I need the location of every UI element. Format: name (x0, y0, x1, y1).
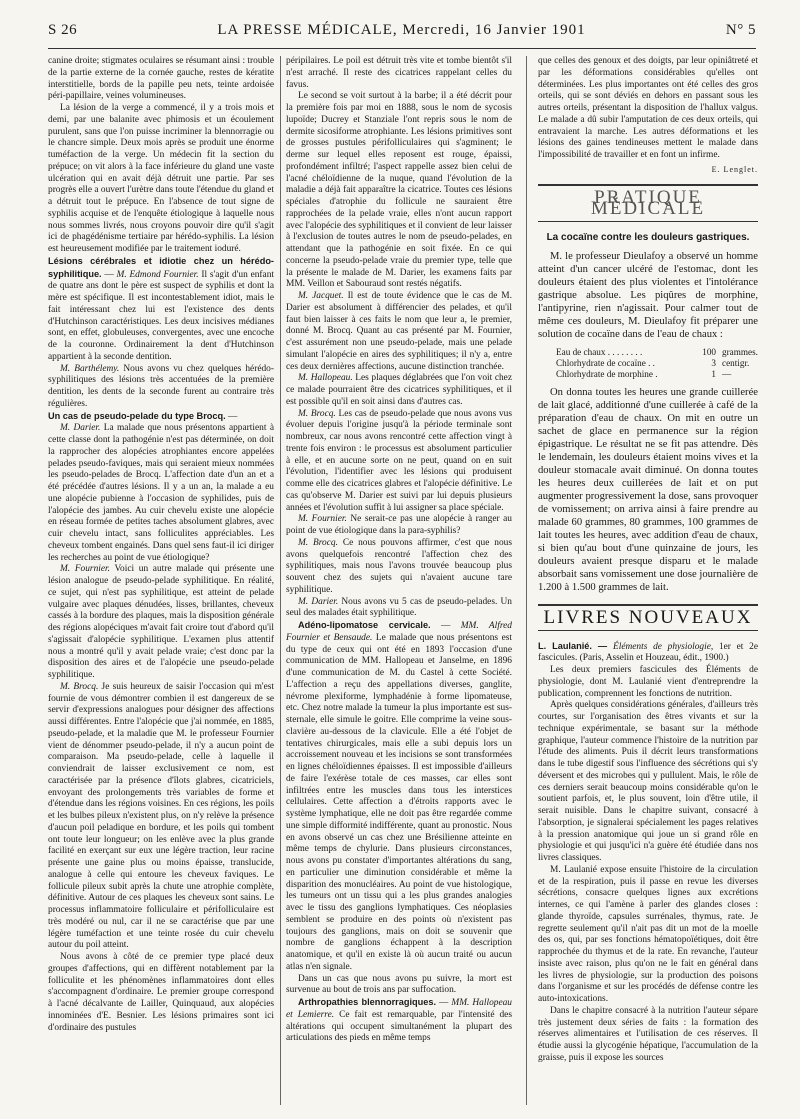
paragraph: Dans le chapitre consacré à la nutrition l'auteur sépare très justement deux séries de faits : la formation des réserves alimentaires et l'utilisation de ces réserves. Il étudie aussi la glycogénie hépatique, l'accumulation de la graisse, puis il expose les sources (538, 1005, 758, 1063)
paragraph: On donna toutes les heures une grande cuillerée de lait glacé, additionné d'une cuillerée à café de la préparation d'eau de chaux. On mit en outre un sachet de glace en permanence sur la région épigastrique. Le résultat ne se fit pas attendre. Dès le lendemain, les douleurs étaient moins vives et la douleur stomacale avait diminué. On donna toutes les heures deux cuillerées de lait et on put augmenter progressivement la dose, sans provoquer de vomissement; on arriva ainsi à faire prendre au malade 60 grammes, 80 grammes, 100 grammes de lait toutes les heures, avec addition d'eau de chaux, si bien qu'au bout d'une quinzaine de jours, les douleurs avaient presque disparu et le malade absorbait sans vomissement une dose journalière de 1.200 à 1.500 grammes de lait. (538, 386, 758, 593)
article-title: La cocaïne contre les douleurs gastriques. (546, 232, 750, 243)
author-name: M. Darier. (60, 423, 101, 434)
paragraph-text: Je suis heureux de saisir l'occasion qui m'est fournie de vous démontrer combien il est dangereux de se servir d'expressions analogues pour désigner des affections aussi différentes. Entre l'alopécie que j'ai nommée, en 1885, pseudo-pelade, et la maladie que M. le professeur Fournier vient de dénommer pseudo-pelade, il n'y a aucun point de comparaison. Ma pseudo-pelade, celle à laquelle il conviendrait de laisser exclusivement ce nom, est caractérisée par la présence d'îlots glabres, cicatriciels, envoyant des prolongements très variables de forme et d'étendue dans les régions voisines. En ces régions, les poils et les bulbes pileux n'existent plus, on n'y relève la présence d'aucun poil peladique en bordure, et les poils qui tombent ont toute leur longueur; on les enlève avec la plus grande facilité en exerçant sur eux une légère traction, leur racine présente une gaine plus ou moins épaisse, translucide, analogue à celle qui entoure les cheveux faviques. Le follicule pileux subit après la chute une atrophie complète, définitive. Autour de ces plaques les cheveux sont sains. Le processus inflammatoire folliculaire et périfolliculaire est très modéré ou nul, car il ne se caractérise que par une légère tuméfaction et une teinte rosée du cuir chevelu autour du poil atteint. (48, 681, 274, 951)
paragraph (48, 364, 274, 411)
prescription-table (556, 347, 758, 380)
paragraph-text: Nous avons vu 5 cas de pseudo-pelades. Un seul des malades était syphilitique. (286, 596, 512, 619)
page-header (48, 22, 756, 44)
author-name: M. Brocq. (298, 537, 338, 548)
ingredient-qty: 1 (711, 368, 716, 379)
author-name: MM. Hallopeau et Lemierre. (286, 998, 512, 1020)
author-name: M. Edmond Fournier. (116, 269, 199, 280)
ingredient-unit: centigr. (722, 357, 750, 368)
author-name: M. Brocq. (298, 408, 336, 419)
ingredient-unit: — (722, 368, 732, 379)
paragraph: Après quelques considérations générales, d'ailleurs très courtes, sur l'organisation des êtres vivants et sur la technique expérimentale, se basant sur la méthode graphique, l'auteur commence l'histoire de la nutrition par l'étude des aliments. Puis il décrit leurs transformations dans le tube digestif sous l'influence des sécrétions qui s'y déversent et des microbes qui y pullulent. Mais, le rôle de ces derniers serait beaucoup moins considérable qu'on le soutient parfois, et, le plus souvent, loin d'être utile, il serait nuisible. Dans le chapitre suivant, consacré à l'absorption, je signalerai spécialement les pages relatives à la pression anatomique qui joue un si grand rôle en physiologie et qui jusqu'ici n'a guère été étudiée dans nos livres classiques. (538, 700, 758, 863)
section-heading-livres-nouveaux: LIVRES NOUVEAUX (538, 604, 758, 631)
paragraph (286, 409, 512, 515)
dash: — (436, 998, 452, 1008)
paragraph (286, 514, 512, 538)
book-publisher: 1er et 2e fascicules. (Paris, Asselin et Houzeau, édit., 1900.) (538, 641, 758, 664)
paragraph-text: Il s'agit d'un enfant de quatre ans dont le père est suspect de syphilis et dont la mère est spécifique. Il est incontestablement idiot, mais le fait intéressant chez lui est l'existence des dents d'Hutchinson caractéristiques. Les deux incisives médianes sont, en effet, globuleuses, convergentes, avec une encoche de la couronne. Ordinairement la dent d'Hutchinson appartient à la seconde dentition. (48, 269, 274, 362)
section-heading-pratique-medicale: PRATIQUE MÉDICALE (538, 184, 758, 223)
paragraph-text: La malade que nous présentons appartient à cette classe dont la pathogénie n'est pas déterminée, on doit la rapprocher des alopécies atrophiantes encore appelées pelades pseudo-faviques, mais qui seraient mieux nommées les pseudo-pelades de Brocq. L'affection date d'un an et a été précédée d'autres lésions. Il y a un an, la malade a eu une alopécie pubienne à l'occasion de syphilides, puis de l'alopécie des jambes. Au cuir chevelu existe une alopécie en réseau formée de petites taches absolument glabres, avec cuir chevelu intact, sans folliculites appréciables. Les cheveux tombent engainés. Dans quel sens faut-il ici diriger les recherches au point de vue étiologique? (48, 423, 274, 563)
author-name: M. Fournier. (298, 514, 347, 525)
dash: — (101, 269, 117, 280)
paragraph (48, 564, 274, 682)
ingredient-unit: grammes. (722, 346, 758, 357)
subheading: Arthropathies blennorragiques. (298, 997, 436, 1007)
dash: — (225, 411, 238, 422)
paragraph-text: Il est de toute évidence que le cas de M. Darier est absolument à différencier des pelades, et qu'il faut bien laisser à ces faits le nom que leur a, le premier, donné M. Brocq. Quant au cas présenté par M. Fournier, c'est assurément non une pseudo-pelade, mais une pelade simulant l'alopécie en aires des syphilitiques; il n'y a, entre ces deux dernières affections, aucune distinction tranchée. (286, 291, 512, 372)
paragraph-text: Nous avons vu chez quelques hérédo-syphilitiques des lésions très accentuées de la première dentition, les dents de la seconde furent au contraire très régulières. (48, 363, 274, 409)
paragraph: M. le professeur Dieulafoy a observé un homme atteint d'un cancer ulcéré de l'estomac, dont les douleurs étaient des plus violentes et l'intolérance gastrique absolue. Les piqûres de morphine, l'antipyrine, rien n'agissait. Pour calmer tout de même ces douleurs, M. Dieulafoy fit préparer une solution de cocaïne dans de l'eau de chaux : (538, 250, 758, 340)
author-name: M. Brocq. (60, 681, 99, 692)
paragraph (286, 597, 512, 621)
subheading: Adéno-lipomatose cervicale. (298, 620, 431, 630)
paragraph-with-heading (286, 997, 512, 1045)
author-name: M. Hallopeau. (298, 373, 353, 384)
paragraph-text: Les plaques déglabrées que l'on voit chez ce malade pourraient être des cicatrices syphilitiques, et il est possible qu'il en soit ainsi dans d'autres cas. (286, 373, 512, 407)
book-title: Éléments de physiologie, (612, 641, 714, 652)
column-3 (538, 56, 758, 1109)
ingredient-name: Chlorhydrate de cocaïne . . (556, 357, 655, 368)
subheading: Lésions cérébrales et idiotie chez un hérédo-syphilitique. (48, 255, 274, 279)
paragraph-text: Ce fait est remarquable, par l'intensité des altérations qui occupent simultanément la plupart des articulations des pieds en même temps (286, 1009, 512, 1044)
ingredient-qty: 3 (711, 357, 716, 368)
paragraph: M. Laulanié expose ensuite l'histoire de la circulation et de la respiration, puis il passe en revue les diverses sécrétions, consacre quelques lignes aux excrétions internes, ce qui l'amène à parler des glandes closes : glande thyroïde, capsules surrénales, thymus, rate. Je regrette seulement qu'il n'ait pas dit un mot de la moelle des os, qui, par ses fonctions hématopoïétiques, doit être rapprochée du thymus et de la rate. En revanche, l'auteur insiste avec raison, plus qu'on ne le fait en général dans les livres de physiologie, sur la production des poisons dans l'organisme et sur les procédés de défense contre les auto-intoxications. (538, 864, 758, 1004)
subheading-line (48, 411, 274, 424)
paragraph-text: Les cas de pseudo-pelade que nous avons vus évoluer depuis l'origine jusqu'à la période terminale sont nombreux, car nous avons rencontré cette affection vingt à trente fois environ : le processus est absolument particulier à elle, et en aucune sorte on ne peut, quand on en suit l'évolution, l'identifier avec les lésions qui produisent comme elle des cicatrices glabres et l'alopécie définitive. Le cas qu'observe M. Darier est suivi par lui depuis plusieurs années et l'évolution suffit à lui assigner sa place spéciale. (286, 408, 512, 513)
paragraph: péripilaires. Le poil est détruit très vite et tombe bientôt s'il n'est arraché. Il reste des cicatrices rappelant celles du favus. (286, 56, 512, 90)
paragraph-with-heading (48, 256, 274, 364)
prescription-row (556, 347, 758, 358)
book-author: L. Laulanié. — (538, 640, 613, 651)
paragraph: que celles des genoux et des doigts, par leur opiniâtreté et par les déformations considérables qu'elles ont déterminées. Les plus importantes ont été celles des gros orteils, qui se sont déviés en dehors en passant sous les autres orteils, présentant la disposition de l'hallux valgus. Le malade a dû subir l'amputation de ces deux orteils, qui entravaient la marche. Les autres déformations et les lésions des gaines tendineuses mettent le malade dans l'impossibilité de travailler et en font un infirme. (538, 56, 758, 160)
paragraph (286, 373, 512, 408)
author-name: M. Barthélemy. (60, 363, 120, 374)
column-divider-1 (280, 56, 281, 1105)
header-issue-number: N° 5 (725, 22, 756, 38)
author-signature: E. Lenglet. (711, 164, 758, 174)
paragraph (286, 291, 512, 373)
paragraph: Les deux premiers fascicules des Éléments de physiologie, dont M. Laulanié vient d'entreprendre la publication, comprennent les fonctions de nutrition. (538, 665, 758, 699)
author-name: M. Darier. (298, 596, 339, 607)
column-2 (286, 56, 512, 1109)
paragraph-text: Le malade que nous présentons est du type de ceux qui ont été en 1893 l'occasion d'une communication de MM. Hallopeau et Janselme, en 1896 d'une communication de M. du Castel à cette Société. L'affection a reçu des appellations diverses, ganglite, névrome plexiforme, lymphadénie à forme lipomateuse, etc. Chez notre malade la tumeur la plus importante est sus-sternale, elle simule le goitre. Elle comprime la veine sous-clavière au-dessous de la clavicule. Elle a été l'objet de tentatives chirurgicales, mais elle a subi depuis lors un accroissement nouveau et les incisions se sont transformées en lignes chéloïdiennes épaisses. Il est impossible d'ailleurs de faire l'exérèse totale de ces masses, car elles sont infiltrées entre les muscles dans tous les interstices cellulaires. Cette affection a d'étroits rapports avec le système lymphatique, elle ne doit pas être regardée comme une simple difformité indifférente, quant au pronostic. Nous en avons observé un cas chez une Brésilienne atteinte en même temps de chylurie. Dans plusieurs circonstances, nous avons pu constater d'importantes altérations du sang, en particulier une diminution considérable et même la disparition des monucléaires. Au point de vue histologique, les tumeurs ont un tissu qui a les plus grandes analogies avec le tissu des ganglions lymphatiques. Ces néoplasies semblent se produire en des points où n'existent pas toujours des ganglions, mais on doit se souvenir que nombre de ganglions échappent à la description anatomique, et qu'il en existe là où aucun traité ou aucun atlas n'en signale. (286, 632, 512, 972)
header-title: LA PRESSE MÉDICALE, Mercredi, 16 Janvier 1901 (217, 22, 586, 38)
paragraph-with-heading (286, 620, 512, 974)
author-name: MM. Alfred Fournier et Bensaude. (286, 621, 512, 643)
paragraph (48, 682, 274, 952)
book-citation (538, 641, 758, 666)
paragraph: La lésion de la verge a commencé, il y a trois mois et demi, par une balanite avec phimosis et un écoulement purulent, sans que l'on puisse incriminer la blennorragie ou le chancre simple. Deux mois après se produit une énorme tuméfaction de la verge. Un médecin fit la section du prépuce; on vit alors à la face inférieure du gland une vaste ulcération qui en avait déjà détruit une partie. Par ses progrès elle a ouvert l'urètre dans toute l'étendue du gland et a détruit tout le prépuce. En l'absence de tout signe de syphilis acquise et de l'enquête étiologique à laquelle nous nous sommes livrés, nous croyons pouvoir dire qu'il s'agit ici de phagédénisme tertiaire par hérédo-syphilis. La lésion est heureusement modifiée par le traitement ioduré. (48, 103, 274, 254)
paragraph: Dans un cas que nous avons pu suivre, la mort est survenue au bout de trois ans par suffocation. (286, 973, 512, 996)
header-page-ref: S 26 (48, 22, 78, 38)
author-name: M. Fournier. (60, 564, 110, 575)
ingredient-name: Eau de chaux . . . . . . . . (556, 346, 643, 357)
paragraph-text: Ce nous pouvons affirmer, c'est que nous avons quelquefois rencontré l'affection chez des syphilitiques, mais nous l'avons trouvée beaucoup plus souvent chez des sujets qui n'avaient aucune tare syphilitique. (286, 537, 512, 595)
paragraph (48, 423, 274, 564)
prescription-row (556, 369, 758, 380)
ingredient-qty: 100 (702, 346, 716, 357)
paragraph-text: Ne serait-ce pas une alopécie à ranger au point de vue étiologique dans la para-syphilis? (286, 514, 512, 536)
paragraph: canine droite; stigmates oculaires se résumant ainsi : trouble de la partie externe de la cornée gauche, restes de kératite interstitielle, bords de la papille peu nets, teinte ardoisée péri-papillaire, veines volumineuses. (48, 56, 274, 102)
paragraph-text: Voici un autre malade qui présente une lésion analogue de pseudo-pelade syphilitique. En réalité, ce sujet, qui n'est pas syphilitique, est atteint de pelade vulgaire avec plaques dénudées, lisses, brillantes, cheveux cassés à la bordure des plaques, mais la disposition générale des régions alopéciques m'avait fait croire tout d'abord qu'il s'agissait d'alopécie syphilitique. L'examen plus attentif nous a montré qu'il y avait pelade vraie; c'est donc par la disposition des aires et de l'alopécie une pseudo-pelade syphilitique. (48, 564, 274, 680)
dash: — (430, 621, 461, 631)
paragraph: Nous avons à côté de ce premier type placé deux groupes d'affections, qui en diffèrent notablement par la folliculite et les phénomènes inflammatoires dont elles s'accompagnent d'ordinaire. Le premier groupe correspond à l'acné décalvante de Lailler, Quinquaud, aux alopécies innominées d'E. Besnier. Les lésions primaires sont ici d'ordinaire des pustules (48, 952, 274, 1033)
paragraph: Le second se voit surtout à la barbe; il a été décrit pour la première fois par moi en 1888, sous le nom de sycosis lupoïde; Ducrey et Stanziale l'ont repris sous le nom de dermite sicosiforme atrophiante. Les lésions primitives sont de grosses pustules périfolliculaires qui s'agminent; le derme sur lequel elles reposent est rouge, épaissi, profondément infiltré; l'aspect rappelle assez bien celui de l'acné chéloïdienne de la nuque, quand l'évolution de la maladie a déjà fait apparaître la cicatrice. Toutes ces lésions spéciales d'atrophie du follicule ne sauraient être rapprochées de la pelade vraie, elles n'ont aucun rapport avec l'alopécie des syphilitiques et il convient de leur laisser à l'exclusion de toutes autres le nom de pseudo-pelades, en attendant que la pathogénie en soit fixée. En ce qui concerne la pseudo-pelade vraie du premier type, telle que la présente le malade de M. Darier, les examens faits par MM. Veillon et Sabouraud sont restés négatifs. (286, 91, 512, 290)
subheading: Un cas de pseudo-pelade du type Brocq. (48, 410, 226, 421)
column-divider-2 (526, 56, 527, 1105)
ingredient-name: Chlorhydrate de morphine . (556, 368, 658, 379)
header-rule (48, 48, 756, 49)
author-name: M. Jacquet. (298, 291, 344, 301)
paragraph (286, 538, 512, 597)
column-1 (48, 56, 274, 1109)
prescription-row (556, 358, 758, 369)
